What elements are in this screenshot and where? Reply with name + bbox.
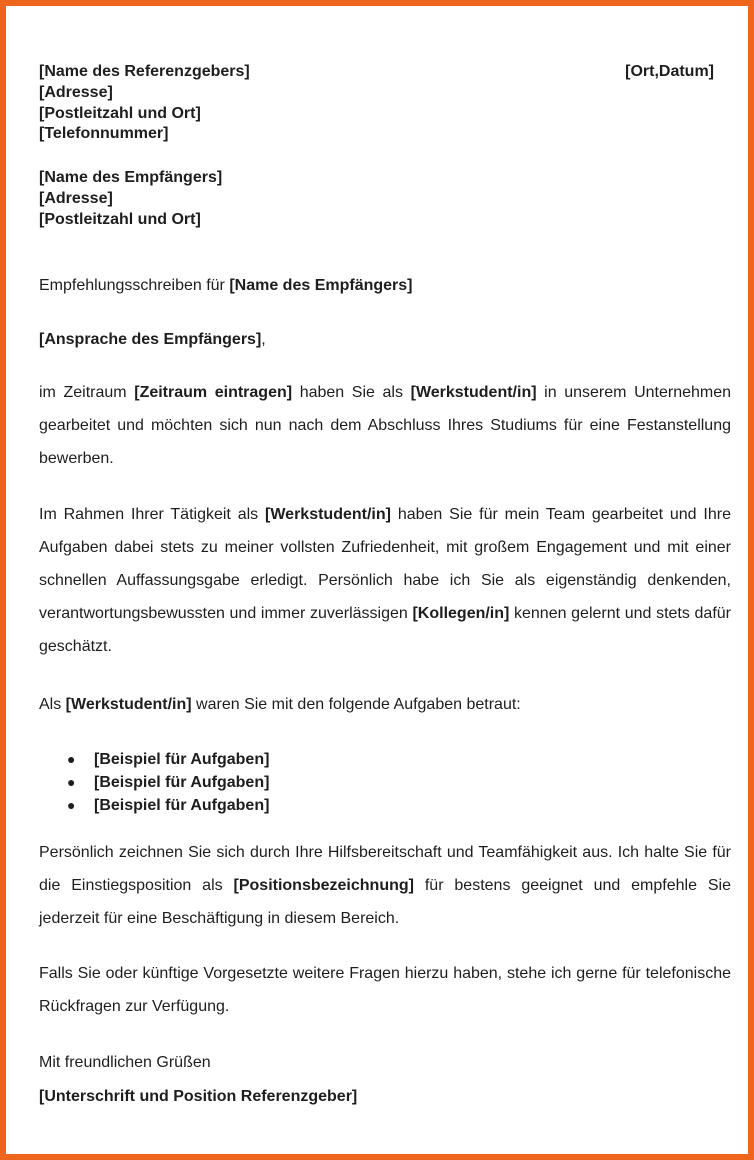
p3-text-a: Als [39,696,66,713]
list-item [67,771,269,794]
sender-phone: [Telefonnummer] [39,125,169,142]
recipient-name: [Name des Empfängers] [39,169,223,186]
paragraph-2 [39,498,731,663]
sender-name: [Name des Referenzgebers] [39,63,250,80]
place-date: [Ort,Datum] [625,63,714,80]
p4-position: [Positionsbezeichnung] [233,877,414,894]
paragraph-1 [39,376,731,475]
paragraph-3 [39,694,521,715]
salutation-comma: , [261,331,266,348]
task-text: [Beispiel für Aufgaben] [94,797,270,814]
p4-text-c: für bestens geeignet und empfehle Sie jederzeit für eine Beschäftigung in diesem Bereich. [39,877,731,927]
closing: Mit freundlichen Grüßen [39,1054,211,1071]
salutation-text: [Ansprache des Empfängers] [39,331,262,348]
task-text: [Beispiel für Aufgaben] [94,751,270,768]
task-list [67,748,269,817]
signature: [Unterschrift und Position Referenzgeber] [39,1088,358,1105]
subject-name: [Name des Empfängers] [229,277,413,294]
p1-text-e: in unserem Unternehmen gearbeitet und möchten sich nun nach dem Abschluss Ihres Studiums für eine Festanstellung bewerben. [39,384,732,467]
p2-role: [Werkstudent/in] [265,506,391,523]
p3-role: [Werkstudent/in] [65,696,192,713]
p4-text-a: Persönlich zeichnen Sie sich durch Ihre Hilfsbereitschaft und Teamfähigkeit aus. Ich halte Sie für die Einstiegsposition als [39,844,731,894]
sender-address: [Adresse] [39,84,113,101]
sender-postal: [Postleitzahl und Ort] [39,105,201,122]
subject-prefix: Empfehlungsschreiben für [39,277,230,294]
p2-colleague: [Kollegen/in] [412,605,510,622]
p3-text-c: waren Sie mit den folgende Aufgaben betraut: [191,696,521,713]
salutation [39,329,266,350]
p1-text-c: haben Sie als [292,384,411,401]
subject-line [39,275,413,296]
paragraph-5 [39,957,731,1023]
recipient-postal: [Postleitzahl und Ort] [39,211,201,228]
recipient-address: [Adresse] [39,190,113,207]
task-text: [Beispiel für Aufgaben] [94,774,270,791]
bullet-icon: ● [67,797,76,813]
bullet-icon: ● [67,774,76,790]
paragraph-4 [39,836,731,935]
p1-period: [Zeitraum eintragen] [134,384,293,401]
p2-text-a: Im Rahmen Ihrer Tätigkeit als [39,506,266,523]
p2-text-c: haben Sie für mein Team gearbeitet und Ihre Aufgaben dabei stets zu meiner vollsten Zufriedenheit, mit großem Engagement und mit einer schnellen Auffassungsgabe erledigt. Persönlich habe ich Sie als eigenständig denkenden, verantwortungsbewussten und immer zuverlässigen [39,506,731,622]
p1-text-a: im Zeitraum [39,384,135,401]
p5-text: Falls Sie oder künftige Vorgesetzte weitere Fragen hierzu haben, stehe ich gerne für telefonische Rückfragen zur Verfügung. [39,965,731,1015]
list-item [67,794,269,817]
p1-role: [Werkstudent/in] [410,384,537,401]
list-item [67,748,269,771]
bullet-icon: ● [67,751,76,767]
p2-text-e: kennen gelernt und stets dafür geschätzt. [39,605,732,655]
